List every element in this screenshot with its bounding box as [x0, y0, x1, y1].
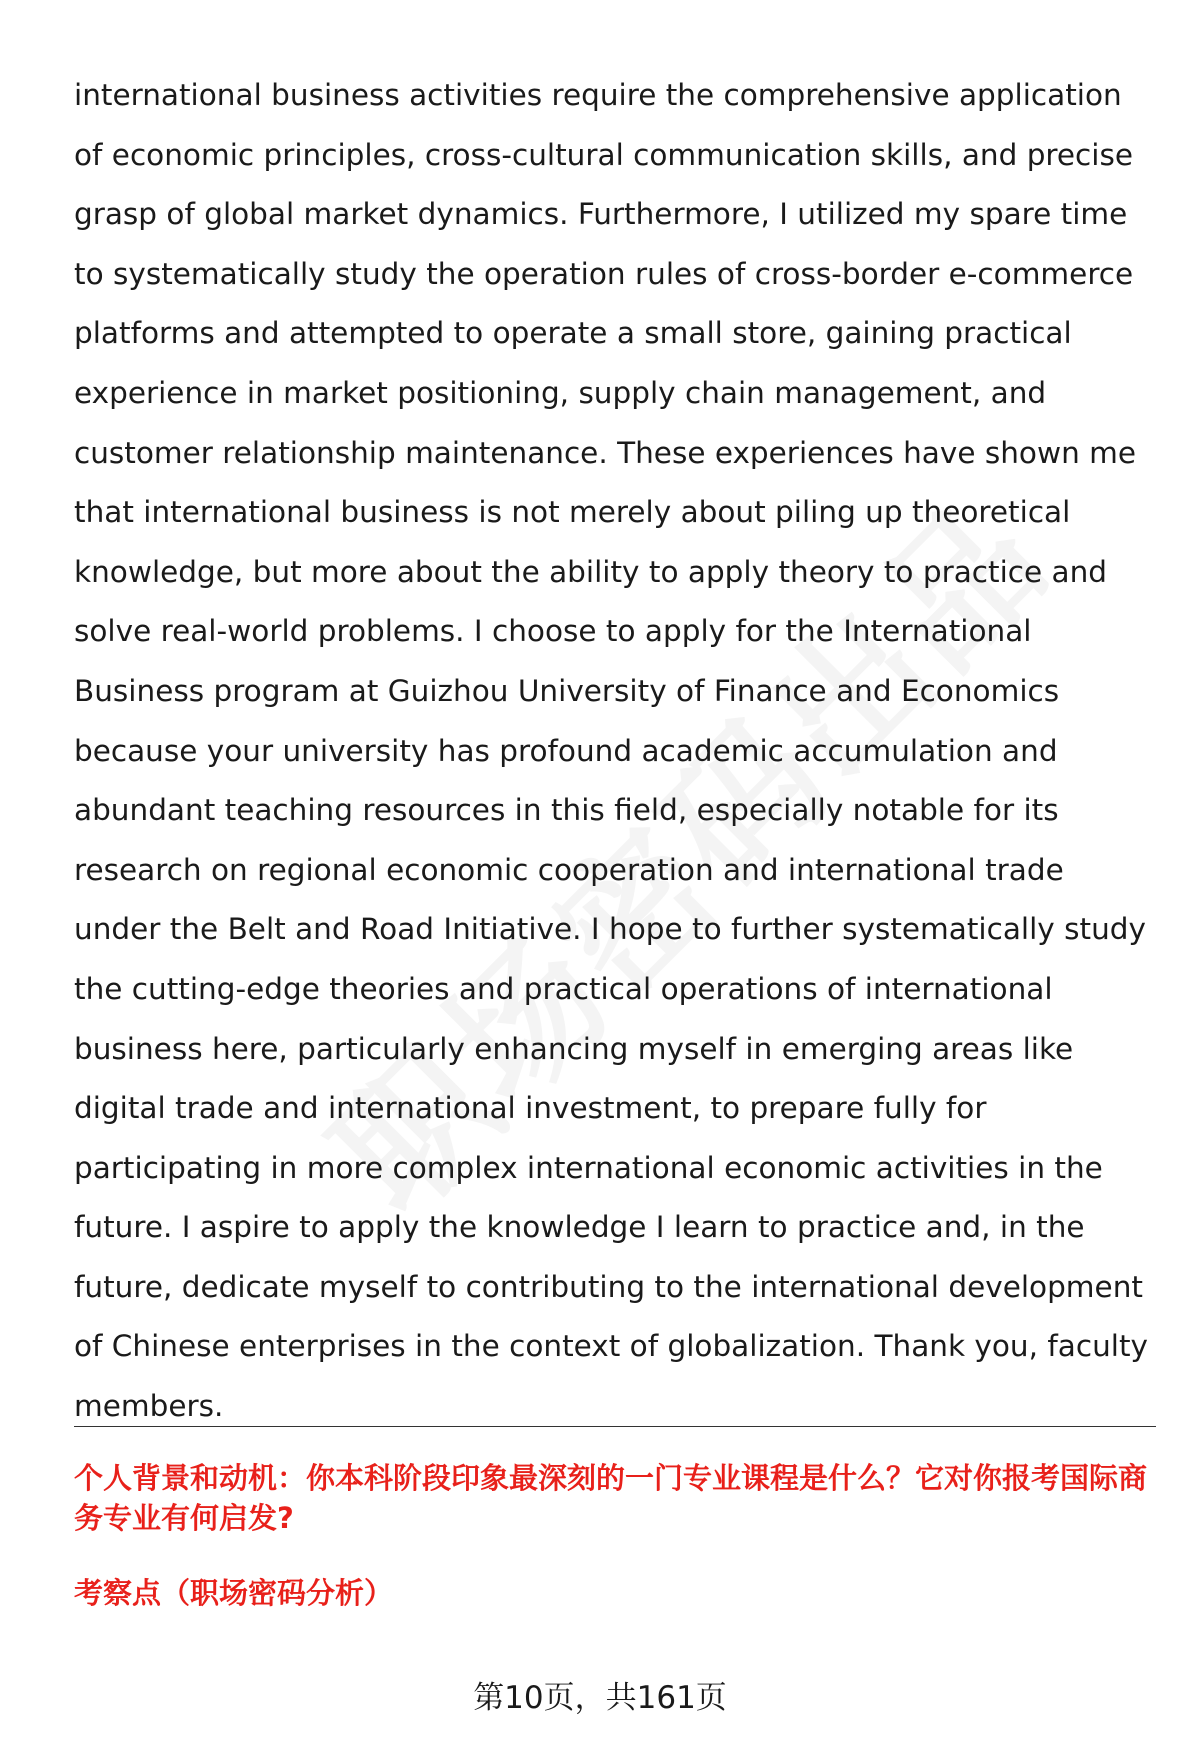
analysis-section-label: 考察点（职场密码分析） — [74, 1576, 394, 1610]
page-indicator: 第10页，共161页 — [473, 1680, 727, 1716]
interview-question: 个人背景和动机：你本科阶段印象最深刻的一门专业课程是什么？它对你报考国际商务专业有何启发? — [74, 1461, 1148, 1535]
body-paragraph: international business activities require the comprehensive application of economic principles, cross-cultural communication skills, and precise grasp of global market dynamics. Furthermore, I utilized my spare time to systematically study the operation rules of cross-border e-commerce platforms and attempted to operate a small store, gaining practical experience in market positioning, supply chain management, and customer relationship maintenance. These experiences have shown me that international business is not merely about piling up theoretical knowledge, but more about the ability to apply theory to practice and solve real-world problems. I choose to apply for the International Business program at Guizhou University of Finance and Economics because your university has profound academic accumulation and abundant teaching resources in this field, especially notable for its research on regional economic cooperation and international trade under the Belt and Road Initiative. I hope to further systematically study the cutting-edge theories and practical operations of international business here, particularly enhancing myself in emerging areas like digital trade and international investment, to prepare fully for participating in more complex international economic activities in the future. I aspire to apply the knowledge I learn to practice and, in the future, dedicate myself to contributing to the international development of Chinese enterprises in the context of globalization. Thank you, faculty members. — [74, 78, 1148, 1424]
section-divider — [74, 1426, 1156, 1427]
